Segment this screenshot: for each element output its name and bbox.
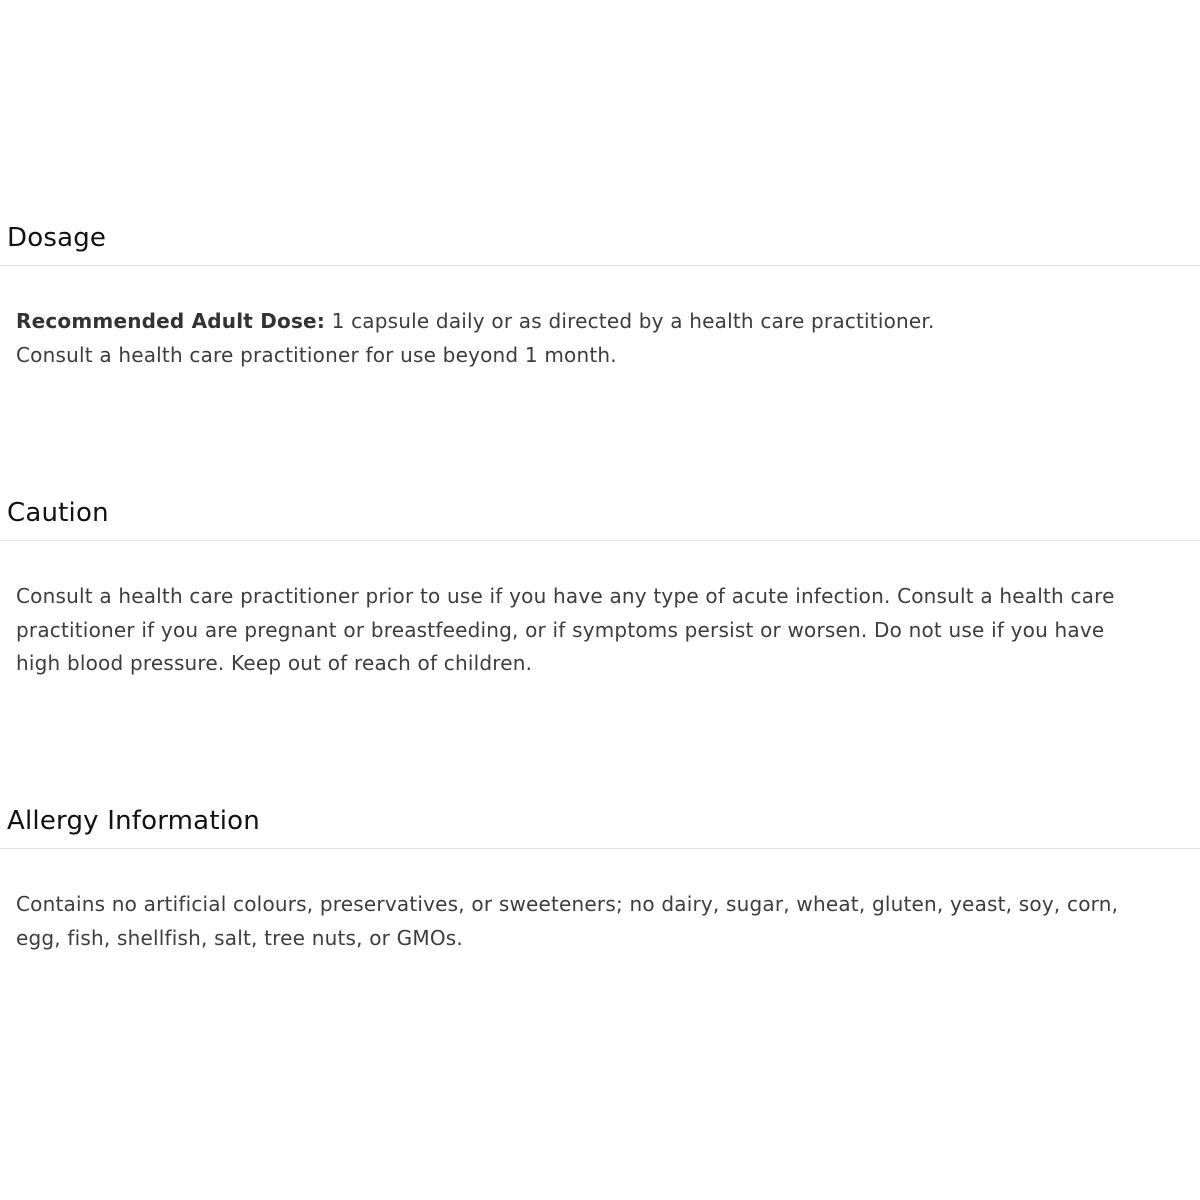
caution-line-3: high blood pressure. Keep out of reach of children. [16,651,533,675]
recommended-dose-text: 1 capsule daily or as directed by a health care practitioner. [325,309,935,333]
caution-line-1: Consult a health care practitioner prior to use if you have any type of acute infection. Consult a health care [16,584,1115,608]
caution-section [0,485,1200,681]
allergy-title: Allergy Information [7,805,260,836]
dosage-line-1 [16,305,1194,339]
caution-line-2: practitioner if you are pregnant or breastfeeding, or if symptoms persist or worsen. Do not use if you have [16,617,1105,642]
caution-title: Caution [7,497,109,528]
recommended-dose-label: Recommended Adult Dose: [16,309,326,333]
allergy-accordion-header[interactable] [0,793,1200,849]
dosage-line-2: Consult a health care practitioner for use beyond 1 month. [16,342,617,367]
dosage-title: Dosage [7,222,107,253]
dosage-content [0,305,1200,372]
allergy-line-2: egg, fish, shellfish, salt, tree nuts, or GMOs. [16,925,463,950]
allergy-section [0,793,1200,955]
caution-accordion-header[interactable] [0,485,1200,541]
allergy-line-1: Contains no artificial colours, preservatives, or sweeteners; no dairy, sugar, wheat, gluten, yeast, soy, corn, [16,892,1119,916]
dosage-accordion-header[interactable] [0,210,1200,266]
dosage-section [0,210,1200,372]
caution-content [0,580,1200,681]
allergy-content [0,888,1200,955]
